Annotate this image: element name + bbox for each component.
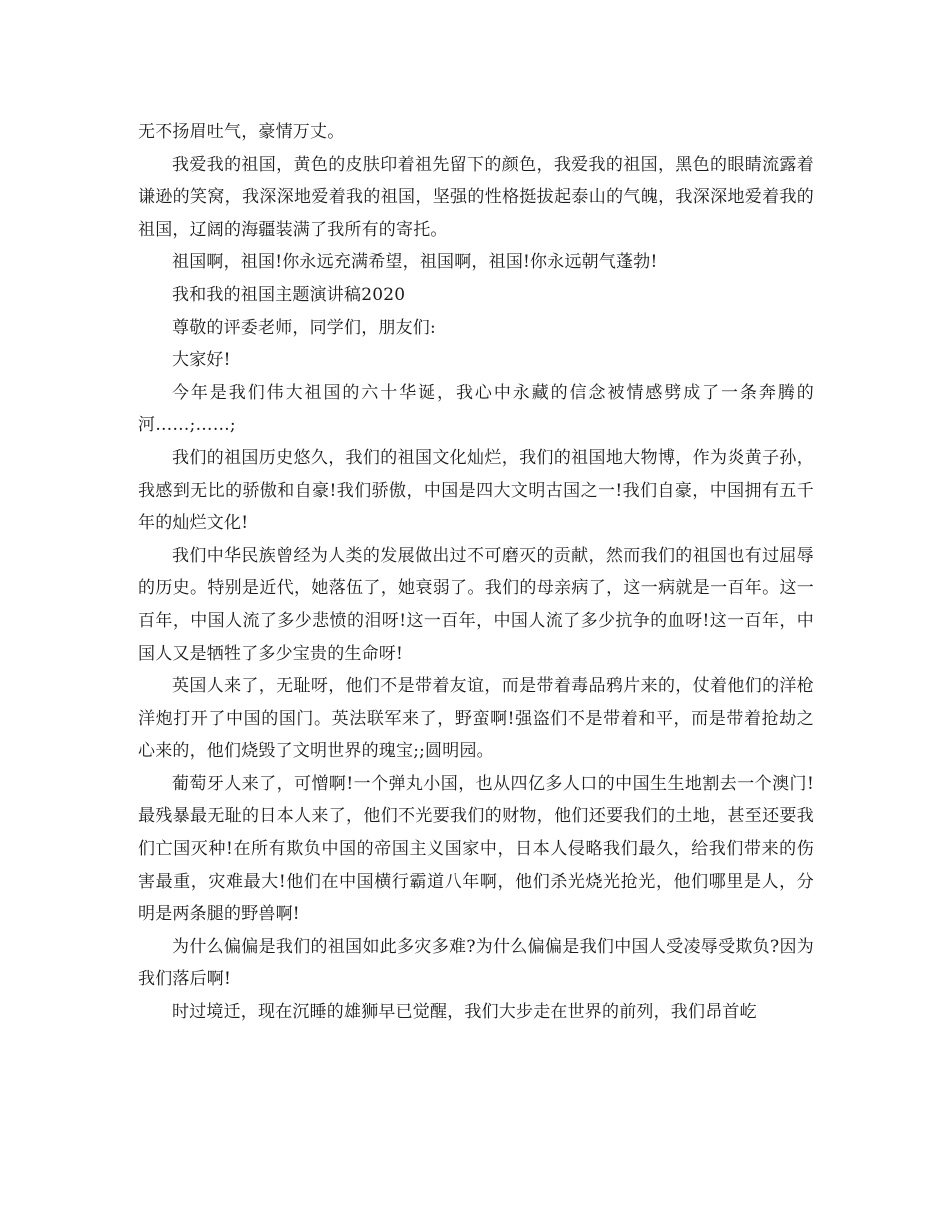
greeting: 大家好! xyxy=(172,350,231,371)
paragraph: 时过境迁，现在沉睡的雄狮早已觉醒，我们大步走在世界的前列，我们昂首屹 xyxy=(172,1002,757,1023)
document-body xyxy=(138,116,814,1029)
speech-title: 我和我的祖国主题演讲稿2020 xyxy=(172,284,406,305)
salutation: 尊敬的评委老师，同学们，朋友们: xyxy=(172,317,436,338)
paragraph: 葡萄牙人来了，可憎啊!一个弹丸小国，也从四亿多人口的中国生生地割去一个澳门!最残暴最无耻的日本人来了，他们不光要我们的财物，他们还要我们的土地，甚至还要我们亡国灭种!在所有欺负中国的帝国主义国家中，日本人侵略我们最久，给我们带来的伤害最重，灾难最大!他们在中国横行霸道八年啊，他们杀光烧光抢光，他们哪里是人，分明是两条腿的野兽啊! xyxy=(138,773,814,925)
paragraph: 祖国啊，祖国!你永远充满希望，祖国啊，祖国!你永远朝气蓬勃! xyxy=(172,252,658,273)
paragraph: 我们的祖国历史悠久，我们的祖国文化灿烂，我们的祖国地大物博，作为炎黄子孙，我感到无比的骄傲和自豪!我们骄傲，中国是四大文明古国之一!我们自豪，中国拥有五千年的灿烂文化! xyxy=(138,447,814,534)
paragraph: 今年是我们伟大祖国的六十华诞，我心中永藏的信念被情感劈成了一条奔腾的河……;……; xyxy=(138,382,814,436)
paragraph-continuation: 无不扬眉吐气，豪情万丈。 xyxy=(138,122,345,142)
paragraph: 为什么偏偏是我们的祖国如此多灾多难?为什么偏偏是我们中国人受凌辱受欺负?因为我们落后啊! xyxy=(138,936,814,990)
paragraph: 英国人来了，无耻呀，他们不是带着友谊，而是带着毒品鸦片来的，仗着他们的洋枪洋炮打开了中国的国门。英法联军来了，野蛮啊!强盗们不是带着和平，而是带着抢劫之心来的，他们烧毁了文明世界的瑰宝;;圆明园。 xyxy=(138,676,814,762)
paragraph: 我爱我的祖国，黄色的皮肤印着祖先留下的颜色，我爱我的祖国，黑色的眼睛流露着谦逊的笑窝，我深深地爱着我的祖国，坚强的性格挺拔起泰山的气魄，我深深地爱着我的祖国，辽阔的海疆装满了我所有的寄托。 xyxy=(138,154,814,240)
paragraph: 我们中华民族曾经为人类的发展做出过不可磨灭的贡献，然而我们的祖国也有过屈辱的历史。特别是近代，她落伍了，她衰弱了。我们的母亲病了，这一病就是一百年。这一百年，中国人流了多少悲愤的泪呀!这一百年，中国人流了多少抗争的血呀!这一百年，中国人又是牺牲了多少宝贵的生命呀! xyxy=(138,545,814,664)
